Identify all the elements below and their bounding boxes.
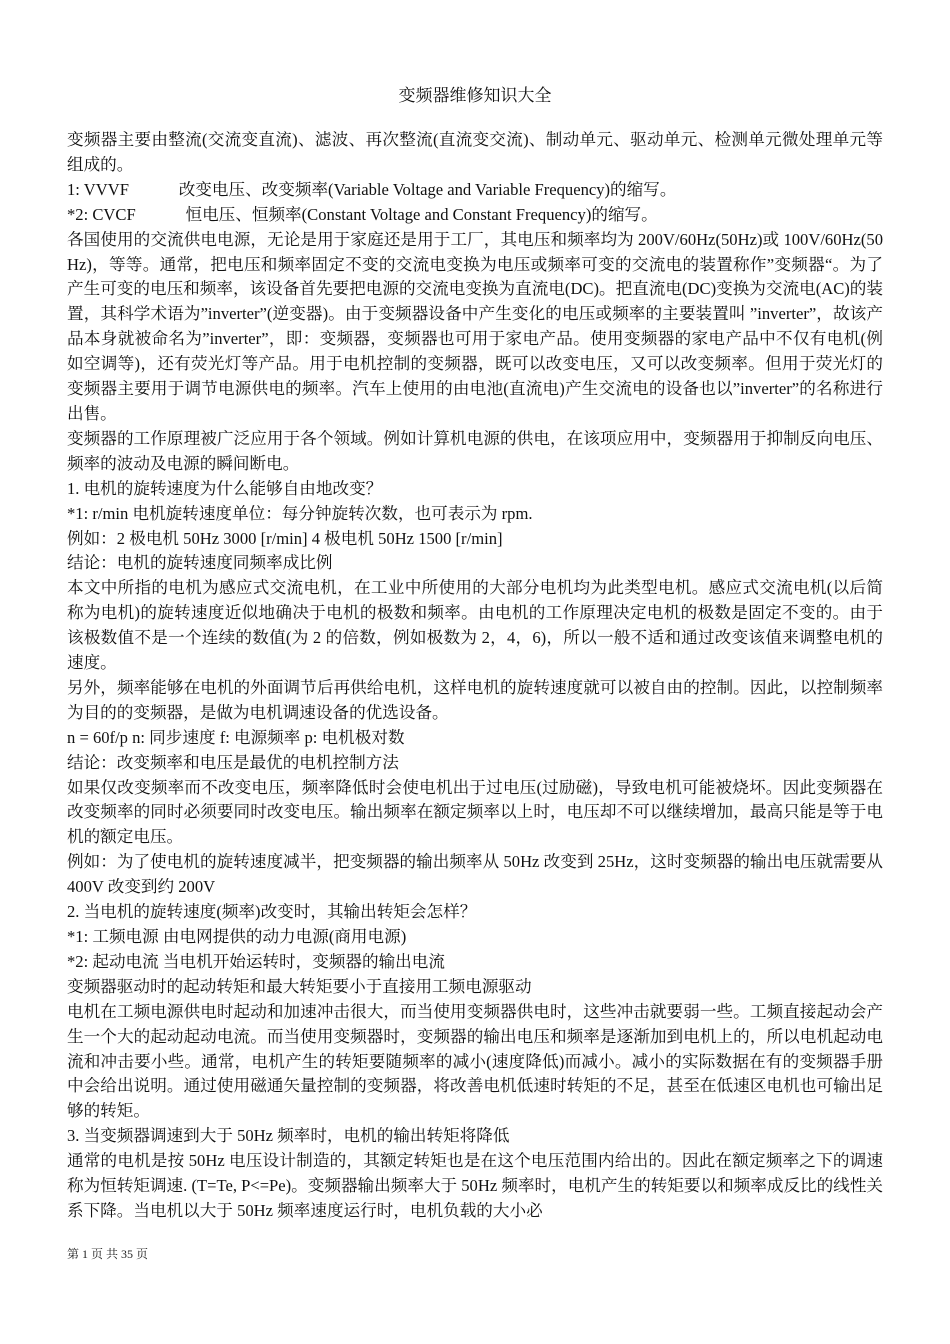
paragraph-constant-torque: 通常的电机是按 50Hz 电压设计制造的，其额定转矩也是在这个电压范围内给出的。因此在额定频率之下的调速称为恒转矩调速. (T=Te, P<=Pe)。变频器输出频率大于 50Hz 频率时，电机产生的转矩要以和频率成反比的线性关系下降。当电机以大于 50Hz 频率速度运行时，电机负载的大小必 [67, 1151, 884, 1220]
document-title: 变频器维修知识大全 [398, 86, 552, 105]
paragraph-start-torque: 变频器驱动时的起动转矩和最大转矩要小于直接用工频电源驱动 [67, 976, 532, 996]
heading-section-2: 2. 当电机的旋转速度(频率)改变时，其输出转矩会怎样？ [67, 902, 477, 922]
paragraph-example-voltage: 例如：为了使电机的旋转速度减半，把变频器的输出频率从 50Hz 改变到 25Hz，这时变频器的输出电压就需要从 400V 改变到约 200V [67, 852, 883, 897]
page-footer: 第 1 页 共 35 页 [67, 1247, 149, 1261]
paragraph-frequency-control: 另外，频率能够在电机的外面调节后再供给电机，这样电机的旋转速度就可以被自由的控制。因此，以控制频率为目的的变频器，是做为电机调速设备的优选设备。 [67, 677, 883, 722]
paragraph-inverter: 各国使用的交流供电电源，无论是用于家庭还是用于工厂，其电压和频率均为 200V/60Hz(50Hz)或 100V/60Hz(50Hz)，等等。通常，把电压和频率固定不变的交流电变换为电压或频率可变的交流电的装置称作”变频器“。为了产生可变的电压和频率，该设备首先要把电源的交流电变换为直流电(DC)。把直流电(DC)变换为交流电(AC)的装置，其科学术语为”inverter”(逆变器)。由于变频器设备中产生变化的电压或频率的主要装置叫 ”inverter”，故该产品本身就被命名为”inverter”，即：变频器，变频器也可用于家电产品。使用变频器的家电产品中不仅有电机(例如空调等)，还有荧光灯等产品。用于电机控制的变频器，既可以改变电压，又可以改变频率。但用于荧光灯的变频器主要用于调节电源供电的频率。汽车上使用的由电池(直流电)产生交流电的设备也以”inverter”的名称进行出售。 [67, 229, 883, 423]
paragraph-voltage-change: 如果仅改变频率而不改变电压，频率降低时会使电机出于过电压(过励磁)，导致电机可能被烧坏。因此变频器在改变频率的同时必须要同时改变电压。输出频率在额定频率以上时，电压却不可以继续增加，最高只能是等于电机的额定电压。 [67, 777, 883, 847]
paragraph-application: 变频器的工作原理被广泛应用于各个领域。例如计算机电源的供电，在该项应用中，变频器用于抑制反向电压、频率的波动及电源的瞬间断电。 [67, 428, 883, 473]
paragraph-start-current-note: *2: 起动电流 当电机开始运转时，变频器的输出电流 [67, 951, 445, 971]
paragraph-conclusion-1: 结论：电机的旋转速度同频率成比例 [67, 553, 333, 573]
paragraph-vvvf: 1: VVVF 改变电压、改变频率(Variable Voltage and Variable Frequency)的缩写。 [67, 179, 677, 199]
paragraph-mains-note: *1: 工频电源 由电网提供的动力电源(商用电源) [67, 927, 407, 946]
heading-section-1: 1. 电机的旋转速度为什么能够自由地改变？ [67, 478, 383, 498]
paragraph-formula: n = 60f/p n: 同步速度 f: 电源频率 p: 电机极对数 [67, 727, 405, 747]
paragraph-start-impact: 电机在工频电源供电时起动和加速冲击很大，而当使用变频器供电时，这些冲击就要弱一些。工频直接起动会产生一个大的起动起动电流。而当使用变频器时，变频器的输出电压和频率是逐渐加到电机上的，所以电机起动电流和冲击要小些。通常，电机产生的转矩要随频率的减小(速度降低)而减小。减小的实际数据在有的变频器手册中会给出说明。通过使用磁通矢量控制的变频器，将改善电机低速时转矩的不足，甚至在低速区电机也可输出足够的转矩。 [67, 1001, 883, 1121]
paragraph-conclusion-2: 结论：改变频率和电压是最优的电机控制方法 [67, 752, 399, 772]
document-body [67, 128, 883, 1224]
paragraph-example-poles: 例如：2 极电机 50Hz 3000 [r/min] 4 极电机 50Hz 1500 [r/min] [67, 528, 503, 548]
paragraph-motor-poles: 本文中所指的电机为感应式交流电机，在工业中所使用的大部分电机均为此类型电机。感应式交流电机(以后简称为电机)的旋转速度近似地确决于电机的极数和频率。由电机的工作原理决定电机的极数是固定不变的。由于该极数值不是一个连续的数值(为 2 的倍数，例如极数为 2，4，6)，所以一般不适和通过改变该值来调整电机的速度。 [67, 578, 883, 673]
paragraph-cvcf: *2: CVCF 恒电压、恒频率(Constant Voltage and Constant Frequency)的缩写。 [67, 204, 658, 224]
paragraph-rpm-note: *1: r/min 电机旋转速度单位：每分钟旋转次数，也可表示为 rpm. [67, 503, 533, 523]
heading-section-3: 3. 当变频器调速到大于 50Hz 频率时，电机的输出转矩将降低 [67, 1126, 510, 1146]
paragraph-intro: 变频器主要由整流(交流变直流)、滤波、再次整流(直流变交流)、制动单元、驱动单元、检测单元微处理单元等组成的。 [67, 130, 883, 174]
